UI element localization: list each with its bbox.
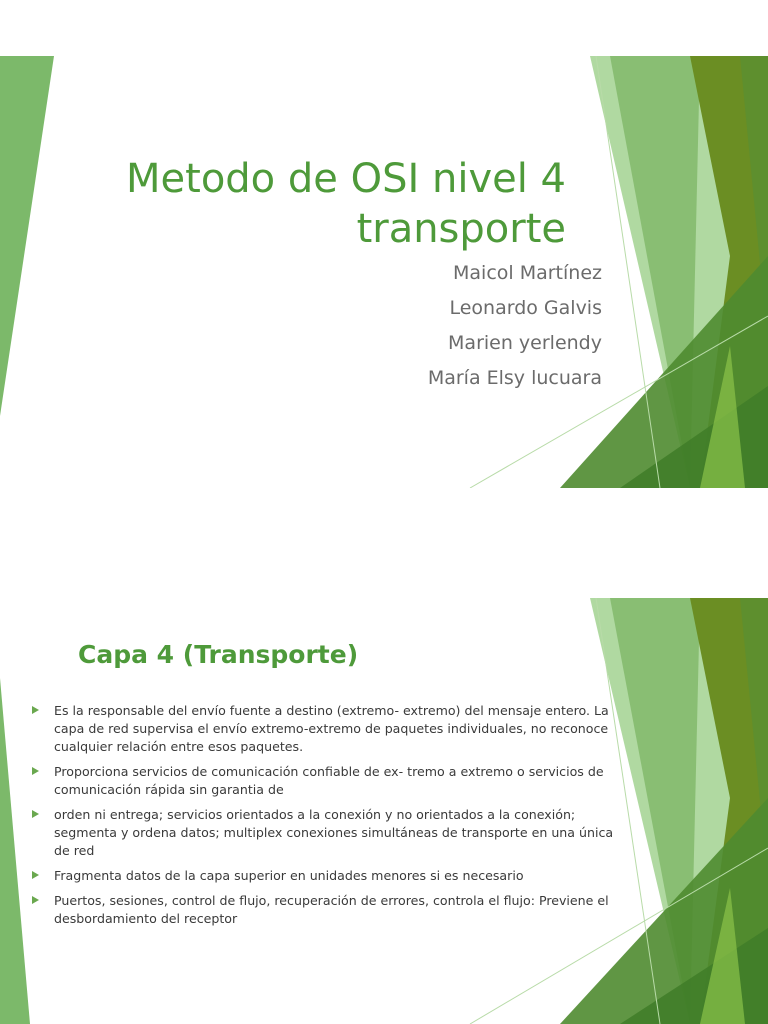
- bullet-item: [32, 867, 622, 885]
- slide-title: Metodo de OSI nivel 4 transporte: [126, 156, 566, 252]
- bullet-arrow-icon: [32, 706, 39, 714]
- title-slide: [0, 56, 768, 488]
- bullet-text: Puertos, sesiones, control de flujo, recuperación de errores, controla el flujo: Previene el desbordamiento del receptor: [54, 893, 609, 926]
- bullet-list: [32, 702, 622, 935]
- author-list: [428, 256, 602, 396]
- decorative-shapes: [0, 56, 768, 488]
- bullet-item: [32, 806, 622, 860]
- content-slide: [0, 598, 768, 1024]
- bullet-text: orden ni entrega; servicios orientados a la conexión y no orientados a la conexión; segmenta y ordena datos; multiplex conexiones simultáneas de transporte en una única de red: [54, 807, 614, 858]
- bullet-arrow-icon: [32, 810, 39, 818]
- slide-heading: Capa 4 (Transporte): [78, 640, 359, 669]
- author-name: Maicol Martínez: [453, 262, 602, 284]
- bullet-arrow-icon: [32, 871, 39, 879]
- bullet-arrow-icon: [32, 896, 39, 904]
- author-name: Marien yerlendy: [448, 332, 602, 354]
- bullet-item: [32, 892, 622, 928]
- author-name: Leonardo Galvis: [449, 297, 602, 319]
- bullet-text: Proporciona servicios de comunicación confiable de ex- tremo a extremo o servicios de comunicación rápida sin garantia de: [54, 764, 604, 797]
- bullet-item: [32, 763, 622, 799]
- author-name: María Elsy lucuara: [427, 367, 602, 389]
- bullet-text: Fragmenta datos de la capa superior en unidades menores si es necesario: [54, 868, 524, 883]
- bullet-item: [32, 702, 622, 756]
- bullet-arrow-icon: [32, 767, 39, 775]
- bullet-text: Es la responsable del envío fuente a destino (extremo- extremo) del mensaje entero. La capa de red supervisa el envío extremo-extremo de paquetes individuales, no reconoce cualquier relación entre esos paquetes.: [54, 703, 609, 754]
